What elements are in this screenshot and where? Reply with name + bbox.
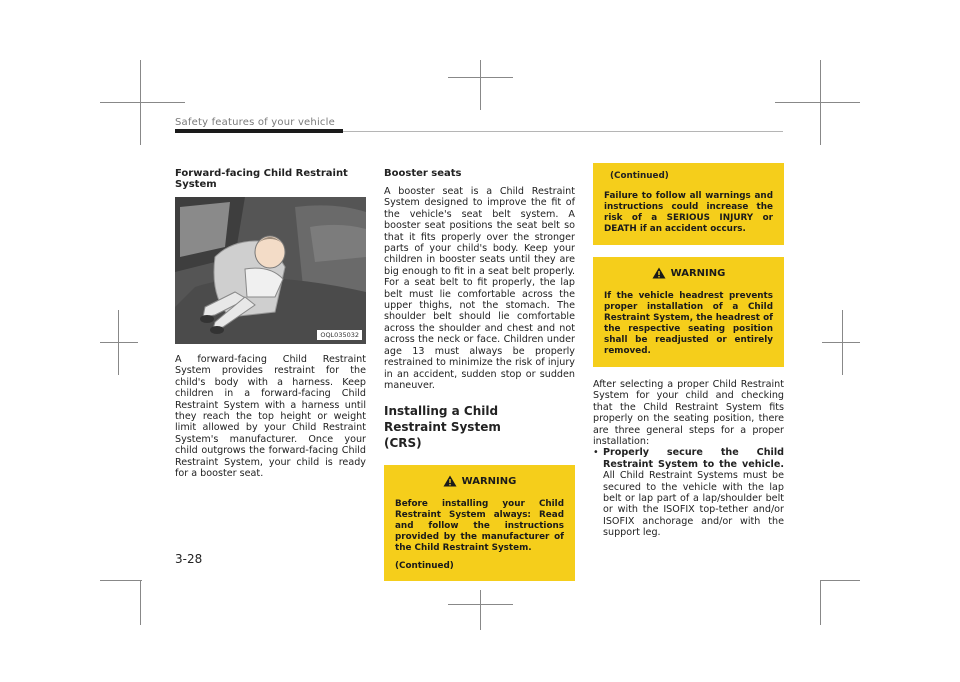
- section-label: Safety features of your vehicle: [175, 117, 335, 128]
- section-title-booster: Booster seats: [384, 168, 462, 179]
- warning-triangle-icon: [443, 475, 457, 487]
- page-number: 3-28: [175, 552, 203, 566]
- installation-steps: [593, 447, 784, 538]
- warning-box-1: [384, 465, 575, 581]
- warning-continued: (Continued): [395, 561, 454, 572]
- header-bar: [175, 129, 343, 133]
- header-rule: [343, 131, 783, 132]
- crop-mark: [100, 342, 138, 343]
- warning-title: WARNING: [461, 475, 517, 487]
- forward-facing-paragraph: A forward-facing Child Restraint System provides restraint for the child's body with a harness. Keep children in a forward-facing Child Restraint System with a harness until they reach the top height or weight limit allowed by your Child Restraint System's manufacturer. Once your child outgrows the forward-facing Child Restraint System, your child is ready for a booster seat.: [175, 354, 366, 480]
- crop-mark: [822, 342, 860, 343]
- column-2: [384, 168, 575, 581]
- child-seat-photo: [175, 197, 366, 344]
- crop-mark: [480, 590, 481, 630]
- crop-mark: [140, 580, 141, 625]
- crop-mark: [100, 580, 142, 581]
- bullet-marker: •: [593, 447, 599, 459]
- warning-text: Before installing your Child Restraint System always: Read and follow the instructions provided by the manufacturer of the Child Restraint System.: [395, 499, 564, 554]
- crop-mark: [820, 580, 860, 581]
- crop-mark: [100, 102, 185, 103]
- image-code: OQL035032: [317, 330, 362, 340]
- warning-box-continued: [593, 163, 784, 245]
- crop-mark: [820, 580, 821, 625]
- crop-mark: [775, 102, 860, 103]
- installing-heading: Installing a Child Restraint System (CRS): [384, 404, 501, 451]
- column-1: [175, 168, 366, 479]
- warning-header: [604, 267, 773, 279]
- booster-paragraph: A booster seat is a Child Restraint System designed to improve the fit of the vehicle's seat belt system. A booster seat positions the seat belt so that it fits properly over the stronger parts of your child's body. Keep your children in booster seats until they are big enough to fit in a seat belt properly. For a seat belt to fit properly, the lap belt must lie comfortable across the upper thighs, not the stomach. The shoulder belt should lie comfortable across the shoulder and chest and not across the neck or face. Children under age 13 must always be properly restrained to minimize the risk of injury in an accident, sudden stop or sudden maneuver.: [384, 186, 575, 391]
- warning-title: WARNING: [670, 267, 726, 279]
- warning-header: [395, 475, 564, 487]
- continued-warning-text: Failure to follow all warnings and instructions could increase the risk of a SERIOUS INJURY or DEATH if an accident occurs.: [604, 191, 773, 234]
- list-item: [593, 447, 784, 538]
- warning-triangle-icon: [652, 267, 666, 279]
- continued-label: (Continued): [610, 171, 669, 181]
- headrest-warning-text: If the vehicle headrest prevents proper installation of a Child Restraint System, the headrest of the respective seating position shall be readjusted or entirely removed.: [604, 291, 773, 356]
- bullet-bold-text: Properly secure the Child Restraint System to the vehicle.: [603, 447, 784, 470]
- crop-mark: [480, 60, 481, 110]
- crop-mark: [448, 604, 513, 605]
- section-title-forward-facing: Forward-facing Child Restraint System: [175, 168, 348, 190]
- warning-box-2: [593, 257, 784, 367]
- child-seat-illustration: [175, 197, 366, 344]
- bullet-text: All Child Restraint Systems must be secured to the vehicle with the lap belt or lap part of a lap/shoulder belt or with the ISOFIX top-tether and/or ISOFIX anchorage and/or with the support leg.: [603, 470, 784, 539]
- column-3: [593, 163, 784, 539]
- crop-mark: [448, 77, 513, 78]
- installation-paragraph: After selecting a proper Child Restraint System for your child and checking that the Child Restraint System fits properly on the seating position, there are three general steps for a proper installation:: [593, 379, 784, 448]
